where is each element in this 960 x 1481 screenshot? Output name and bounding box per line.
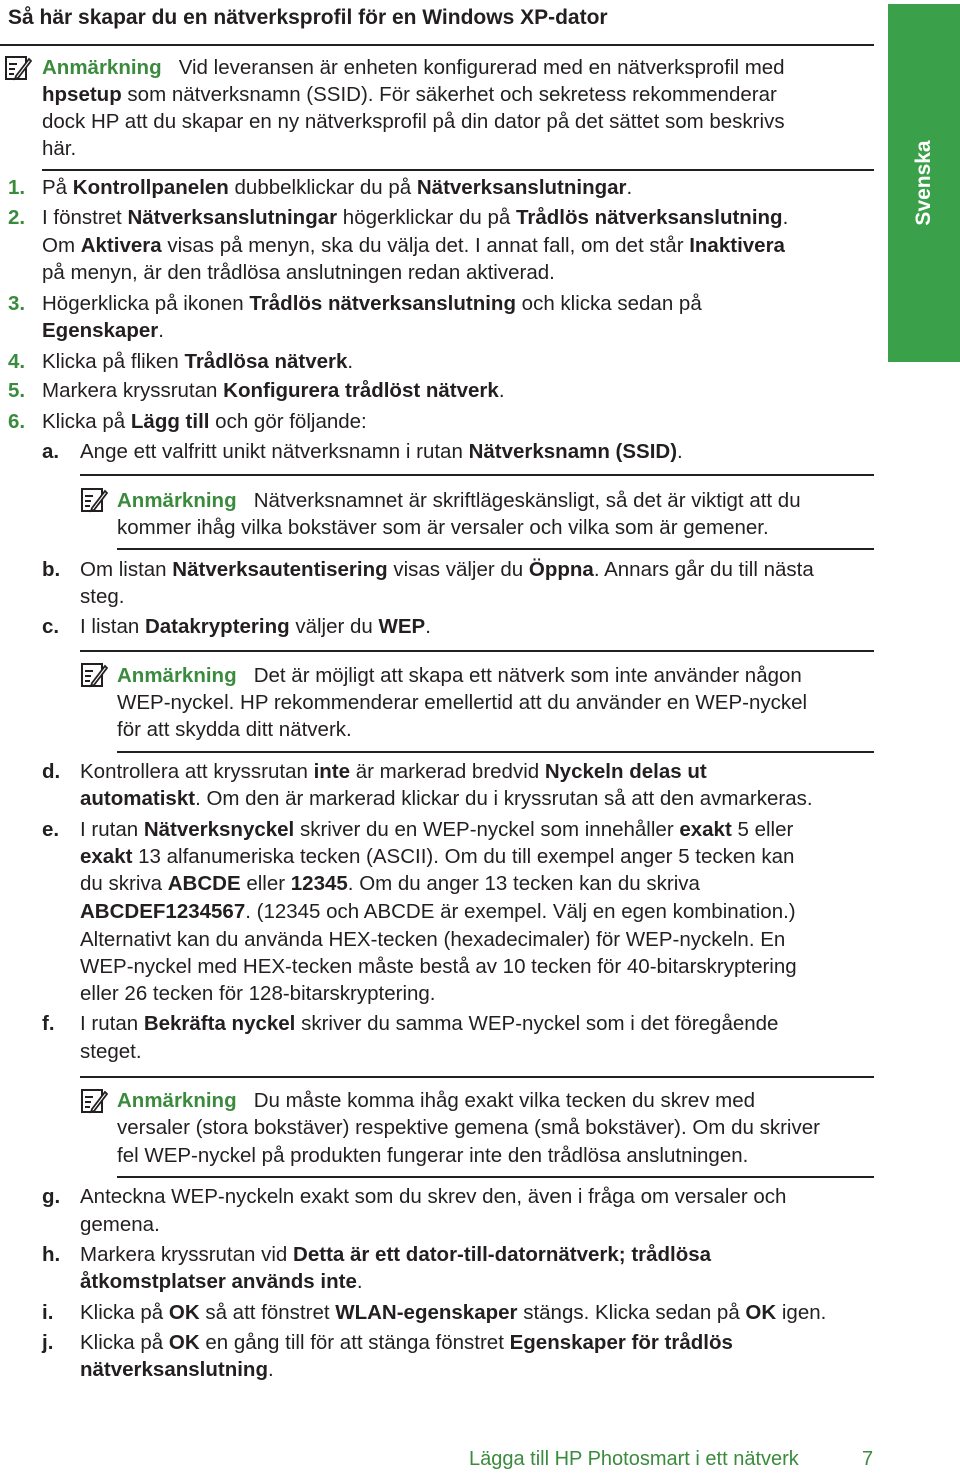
note4-line2: versaler (stora bokstäver) respektive gemena (små bokstäver). Om du skriver — [117, 1116, 820, 1139]
sub-h: Markera kryssrutan vid Detta är ett dator-till-datornätverk; trådlösa — [80, 1243, 712, 1266]
note-rule-top — [80, 474, 874, 476]
note1-line3: dock HP att du skapar en ny nätverksprofil på din dator på det sättet som beskrivs — [42, 110, 785, 133]
step-1: På Kontrollpanelen dubbelklickar du på Nätverksanslutningar. — [42, 176, 633, 199]
step-6: Klicka på Lägg till och gör följande: — [42, 410, 367, 433]
sub-letter: c. — [42, 615, 60, 638]
note2-line1: Anmärkning Nätverksnamnet är skriftlägeskänsligt, så det är viktigt att du — [117, 489, 801, 512]
sub-letter: a. — [42, 440, 60, 463]
note-rule-bottom — [117, 1176, 874, 1178]
sub-letter: b. — [42, 558, 61, 581]
sub-e-line7: eller 26 tecken för 128-bitarskryptering. — [80, 982, 436, 1005]
sub-letter: d. — [42, 760, 61, 783]
sub-letter: h. — [42, 1243, 61, 1266]
note-pencil-icon — [4, 54, 32, 82]
sub-j-line2: nätverksanslutning. — [80, 1358, 274, 1381]
step-3: Högerklicka på ikonen Trådlös nätverksanslutning och klicka sedan på — [42, 292, 702, 315]
sub-letter: e. — [42, 818, 60, 841]
note-rule-top — [80, 1076, 874, 1078]
sub-letter: g. — [42, 1185, 61, 1208]
sub-e-line3: du skriva ABCDE eller 12345. Om du anger 13 tecken kan du skriva — [80, 872, 700, 895]
sub-d-line2: automatiskt. Om den är markerad klickar du i kryssrutan så att den avmarkeras. — [80, 787, 813, 810]
note-rule-bottom — [117, 548, 874, 550]
sub-e-line6: WEP-nyckel med HEX-tecken måste bestå av 10 tecken för 40-bitarskryptering — [80, 955, 797, 978]
note3-line3: för att skydda ditt nätverk. — [117, 718, 352, 741]
sub-c: I listan Datakryptering väljer du WEP. — [80, 615, 431, 638]
side-tab-label: Svenska — [912, 140, 935, 226]
note4-line1: Anmärkning Du måste komma ihåg exakt vilka tecken du skrev med — [117, 1089, 756, 1112]
note-pencil-icon — [80, 661, 108, 689]
step-2-line2: Om Aktivera visas på menyn, ska du välja det. I annat fall, om det står Inaktivera — [42, 234, 785, 257]
sub-letter: j. — [42, 1331, 54, 1354]
note2-line2: kommer ihåg vilka bokstäver som är versaler och vilka som är gemener. — [117, 516, 769, 539]
note-pencil-icon — [80, 1087, 108, 1115]
note-pencil-icon — [80, 486, 108, 514]
step-number: 1. — [8, 176, 26, 199]
step-number: 4. — [8, 350, 26, 373]
note-rule-bottom — [42, 169, 874, 171]
note-rule-bottom — [117, 751, 874, 753]
note1-line4: här. — [42, 137, 77, 160]
step-number: 2. — [8, 206, 26, 229]
sub-letter: i. — [42, 1301, 54, 1324]
step-number: 6. — [8, 410, 26, 433]
sub-letter: f. — [42, 1012, 55, 1035]
page-heading: Så här skapar du en nätverksprofil för en Windows XP-dator — [8, 6, 608, 29]
sub-a: Ange ett valfritt unikt nätverksnamn i rutan Nätverksnamn (SSID). — [80, 440, 683, 463]
step-3-line2: Egenskaper. — [42, 319, 164, 342]
sub-f-line2: steget. — [80, 1040, 142, 1063]
note3-line1: Anmärkning Det är möjligt att skapa ett nätverk som inte använder någon — [117, 664, 802, 687]
sub-i: Klicka på OK så att fönstret WLAN-egenskaper stängs. Klicka sedan på OK igen. — [80, 1301, 827, 1324]
step-2-line3: på menyn, är den trådlösa anslutningen redan aktiverad. — [42, 261, 555, 284]
sub-h-line2: åtkomstplatser används inte. — [80, 1270, 363, 1293]
sub-e: I rutan Nätverksnyckel skriver du en WEP-nyckel som innehåller exakt 5 eller — [80, 818, 794, 841]
note-rule-top — [80, 650, 874, 652]
step-number: 3. — [8, 292, 26, 315]
sub-e-line4: ABCDEF1234567. (12345 och ABCDE är exempel. Välj en egen kombination.) — [80, 900, 796, 923]
note4-line3: fel WEP-nyckel på produkten fungerar inte den trådlösa anslutningen. — [117, 1144, 749, 1167]
note1-line2: hpsetup som nätverksnamn (SSID). För säkerhet och sekretess rekommenderar — [42, 83, 777, 106]
sub-g-line2: gemena. — [80, 1213, 160, 1236]
step-4: Klicka på fliken Trådlösa nätverk. — [42, 350, 354, 373]
note-rule-top — [0, 44, 874, 46]
language-side-tab — [888, 4, 960, 362]
step-2: I fönstret Nätverksanslutningar högerklickar du på Trådlös nätverksanslutning. — [42, 206, 789, 229]
sub-d: Kontrollera att kryssrutan inte är markerad bredvid Nyckeln delas ut — [80, 760, 707, 783]
step-5: Markera kryssrutan Konfigurera trådlöst nätverk. — [42, 379, 505, 402]
sub-b: Om listan Nätverksautentisering visas väljer du Öppna. Annars går du till nästa — [80, 558, 814, 581]
sub-f: I rutan Bekräfta nyckel skriver du samma WEP-nyckel som i det föregående — [80, 1012, 779, 1035]
sub-j: Klicka på OK en gång till för att stänga fönstret Egenskaper för trådlös — [80, 1331, 733, 1354]
note3-line2: WEP-nyckel. HP rekommenderar emellertid att du använder en WEP-nyckel — [117, 691, 808, 714]
note1-line1: Anmärkning Vid leveransen är enheten konfigurerad med en nätverksprofil med — [42, 56, 785, 79]
sub-g: Anteckna WEP-nyckeln exakt som du skrev den, även i fråga om versaler och — [80, 1185, 787, 1208]
step-number: 5. — [8, 379, 26, 402]
footer-title: Lägga till HP Photosmart i ett nätverk — [469, 1448, 799, 1470]
sub-b-line2: steg. — [80, 585, 125, 608]
sub-e-line2: exakt 13 alfanumeriska tecken (ASCII). Om du till exempel anger 5 tecken kan — [80, 845, 795, 868]
footer-page-number: 7 — [862, 1448, 874, 1470]
sub-e-line5: Alternativt kan du använda HEX-tecken (hexadecimaler) för WEP-nyckeln. En — [80, 928, 786, 951]
